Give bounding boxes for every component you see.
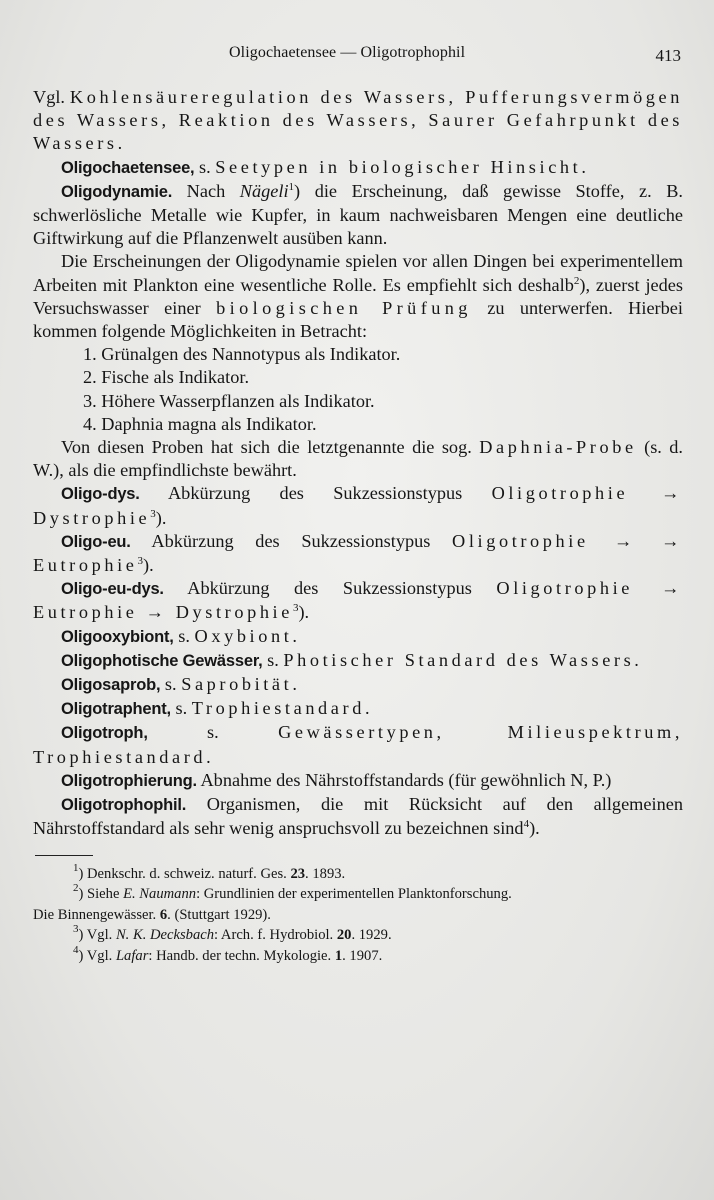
footnote-marker: 3 (150, 507, 156, 520)
volume-number: 6 (159, 906, 168, 923)
spaced-text: Trophiestandard. (191, 698, 374, 719)
list-item: 3. Höhere Wasserpflanzen als Indikator. (83, 390, 375, 411)
entry-oligochaetensee (33, 156, 683, 180)
entry-oligotrophophil (33, 793, 683, 840)
text: Abkürzung des Sukzessionstypus (163, 578, 497, 599)
text: Nach (172, 180, 240, 201)
footnote-2 (33, 884, 683, 905)
text: s. (160, 674, 182, 695)
footnote-rule (35, 855, 93, 856)
text: s. (170, 698, 192, 719)
oligodynamie-paragraph (33, 250, 683, 343)
entry-keyword: Oligotrophophil. (61, 796, 187, 815)
text: Abnahme des Nährstoffstandards (für gewöhnlich N, P.) (196, 769, 612, 790)
entry-oligodynamie (33, 180, 683, 251)
text: s. (173, 625, 195, 646)
spaced-text: biologischen Prüfung (216, 297, 472, 318)
text: Abkürzung des Sukzessionstypus (130, 530, 453, 551)
spaced-text: Oligotrophie → → Eutrophie (33, 530, 683, 576)
entry-keyword: Oligotroph, (61, 724, 148, 743)
text: ) Siehe (78, 886, 124, 902)
text: : Arch. f. Hydrobiol. (214, 927, 337, 943)
entry-oligotrophierung (33, 769, 683, 793)
volume-number: 20 (336, 927, 352, 943)
footnote-2-continued (33, 905, 683, 926)
text: . 1907. (342, 947, 383, 964)
entry-keyword: Oligophotische Gewässer, (61, 651, 263, 670)
entry-keyword: Oligo-eu-dys. (61, 580, 164, 599)
page-body (33, 86, 683, 966)
text: ). (143, 555, 154, 576)
text: Abkürzung des Sukzessionstypus (139, 483, 492, 504)
entry-keyword: Oligosaprob, (61, 676, 161, 695)
entry-keyword: Oligotrophierung. (61, 771, 197, 790)
footnote-marker: 4 (523, 818, 530, 831)
text: . 1929. (351, 927, 392, 943)
text: . 1893. (305, 865, 346, 882)
text: : Grundlinien der experimentellen Planktonforschung. (196, 886, 512, 902)
entry-oligotroph (33, 721, 683, 768)
text: ) Denkschr. d. schweiz. naturf. Ges. (78, 865, 291, 882)
daphnia-paragraph (33, 436, 683, 482)
footnote-number: 4 (73, 943, 79, 956)
footnote-marker: 3 (292, 602, 299, 615)
entry-keyword: Oligo-eu. (61, 532, 131, 551)
list-item: 2. Fische als Indikator. (83, 367, 250, 388)
entry-oligooxybiont (33, 625, 683, 649)
entry-keyword: Oligo-dys. (61, 485, 140, 504)
text: : Handb. der techn. Mykologie. (148, 947, 335, 964)
indicator-list (33, 343, 683, 436)
text: s. (147, 722, 279, 743)
author-name: E. Naumann (123, 886, 197, 902)
page-number: 413 (655, 46, 681, 65)
text: s. (262, 649, 284, 670)
footnote-number: 3 (73, 923, 79, 935)
spaced-text: Oligotrophie → Dystrophie (33, 483, 683, 528)
entry-oligo-eu-dys (33, 577, 683, 624)
text: Vgl. (33, 87, 70, 107)
text: ) die Erscheinung, daß gewisse Stoffe, z. B. schwerlösliche Metalle wie Kupfer, in kaum nachweisbaren Mengen eine deutliche Giftwirkung auf die Pflanzenwelt ausüben kann. (33, 180, 683, 249)
spaced-text: Daphnia-Probe (479, 437, 637, 458)
entry-oligo-dys (33, 482, 683, 529)
spaced-text: Oxybiont. (194, 625, 301, 646)
text: Die Erscheinungen der Oligodynamie spielen vor allen Dingen bei experimentellem Arbeiten mit Plankton eine wesentliche Rolle. Es empfiehlt sich deshalb (33, 251, 683, 295)
list-item: 1. Grünalgen des Nannotypus als Indikator. (83, 344, 401, 365)
entry-keyword: Oligotraphent, (61, 700, 171, 719)
footnote-3 (33, 925, 683, 946)
text: ). (155, 507, 167, 528)
text: Die Binnengewässer. (33, 906, 160, 923)
footnote-number: 2 (73, 882, 79, 894)
footnotes (33, 861, 683, 967)
footnote-marker: 1 (288, 180, 295, 193)
footnote-marker: 2 (573, 274, 580, 287)
text: Organismen, die mit Rücksicht auf den allgemeinen Nährstoffstandard als sehr wenig anspruchsvoll zu bezeichnen sind (33, 794, 683, 839)
text: s. (194, 156, 216, 177)
entry-oligophotische-gewaesser (33, 649, 683, 673)
footnote-4 (33, 943, 683, 967)
text: ). (298, 602, 310, 623)
entry-oligotraphent (33, 697, 683, 721)
author-name: Lafar (115, 947, 149, 964)
list-item: 4. Daphnia magna als Indikator. (83, 413, 317, 434)
entry-keyword: Oligodynamie. (61, 182, 173, 201)
text: Von diesen Proben hat sich die letztgenannte die sog. (61, 437, 480, 458)
spaced-text: Kohlensäureregulation des Wassers, Pufferungsvermögen des Wassers, Reaktion des Wassers, Saurer Gefahrpunkt des Wassers. (33, 87, 683, 154)
footnote-number: 1 (73, 861, 79, 874)
entry-oligo-eu (33, 530, 683, 577)
spaced-text: Oligotrophie → Eutrophie → Dystrophie (33, 578, 683, 623)
text: (s. d. W.), als die empfindlichste bewährt. (33, 437, 683, 481)
footnote-marker: 3 (137, 555, 143, 568)
text: ) Vgl. (78, 947, 116, 964)
spaced-text: Saprobität. (181, 674, 301, 695)
text: ). (529, 818, 540, 839)
entry-keyword: Oligochaetensee, (61, 158, 195, 177)
author-name: Nägeli (239, 180, 289, 201)
footnote-1 (33, 861, 683, 885)
running-head: Oligochaetensee — Oligotrophophil (229, 44, 466, 61)
cross-reference-paragraph (33, 86, 683, 156)
page-header (33, 44, 683, 70)
spaced-text: Photischer Standard des Wassers. (283, 649, 643, 670)
text: ), zuerst jedes Versuchswasser einer (33, 274, 684, 318)
volume-number: 1 (334, 947, 343, 964)
author-name: N. K. Decksbach (115, 927, 215, 943)
text: zu unterwerfen. Hierbei kommen folgende Möglichkeiten in Betracht: (33, 297, 683, 342)
entry-oligosaprob (33, 673, 683, 697)
text: ) Vgl. (78, 927, 116, 943)
spaced-text: Gewässertypen, Milieuspektrum, Trophiestandard. (33, 722, 683, 767)
text: . (Stuttgart 1929). (167, 906, 271, 923)
spaced-text: Seetypen in biologischer Hinsicht. (215, 156, 590, 177)
entry-keyword: Oligooxybiont, (61, 627, 174, 646)
volume-number: 23 (290, 865, 306, 882)
